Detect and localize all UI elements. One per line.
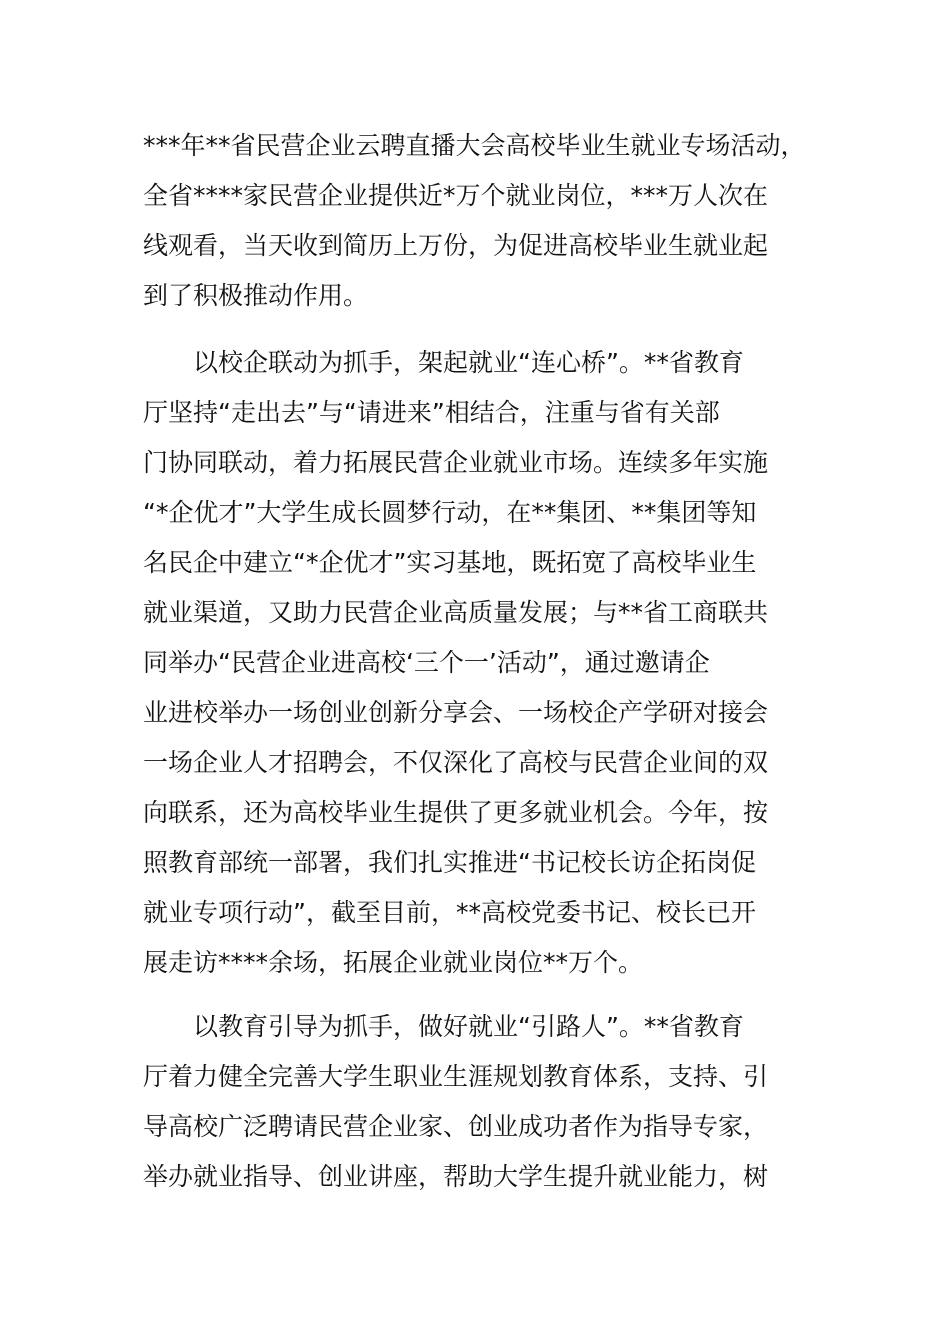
paragraph-1 bbox=[143, 121, 806, 321]
text-line: 一场企业人才招聘会，不仅深化了高校与民营企业间的双 bbox=[143, 748, 769, 777]
text-line: 业进校举办一场创业创新分享会、一场校企产学研对接会 bbox=[143, 698, 769, 727]
text-line: 以教育引导为抓手，做好就业“引路人”。**省教育 bbox=[143, 1012, 744, 1041]
text-line: 同举办“民营企业进高校‘三个一’活动”，通过邀请企 bbox=[143, 648, 710, 677]
text-line: 就业专项行动”，截至目前，**高校党委书记、校长已开 bbox=[143, 898, 756, 927]
text-line: 门协同联动，着力拓展民营企业就业市场。连续多年实施 bbox=[143, 448, 769, 477]
text-line: 线观看，当天收到简历上万份，为促进高校毕业生就业起 bbox=[143, 231, 769, 260]
paragraph-3 bbox=[143, 1002, 768, 1202]
text-line: 以校企联动为抓手，架起就业“连心桥”。**省教育 bbox=[143, 348, 744, 377]
text-line: 向联系，还为高校毕业生提供了更多就业机会。今年，按 bbox=[143, 798, 769, 827]
text-line: 厅着力健全完善大学生职业生涯规划教育体系，支持、引 bbox=[143, 1062, 769, 1091]
text-line: 全省****家民营企业提供近*万个就业岗位，***万人次在 bbox=[143, 181, 769, 210]
text-line: 厅坚持“走出去”与“请进来”相结合，注重与省有关部 bbox=[143, 398, 720, 427]
text-line: 导高校广泛聘请民营企业家、创业成功者作为指导专家， bbox=[143, 1112, 769, 1141]
text-line: 照教育部统一部署，我们扎实推进“书记校长访企拓岗促 bbox=[143, 848, 756, 877]
text-line: 举办就业指导、创业讲座，帮助大学生提升就业能力，树 bbox=[143, 1162, 769, 1191]
text-line: 就业渠道，又助力民营企业高质量发展；与**省工商联共 bbox=[143, 598, 769, 627]
text-line: “*企优才”大学生成长圆梦行动，在**集团、**集团等知 bbox=[143, 498, 757, 527]
text-line: 展走访****余场，拓展企业就业岗位**万个。 bbox=[143, 948, 644, 977]
text-line: ***年**省民营企业云聘直播大会高校毕业生就业专场活动， bbox=[143, 131, 806, 160]
paragraph-2 bbox=[143, 338, 768, 988]
text-line: 到了积极推动作用。 bbox=[143, 281, 369, 310]
text-line: 名民企中建立“*企优才”实习基地，既拓宽了高校毕业生 bbox=[143, 548, 757, 577]
